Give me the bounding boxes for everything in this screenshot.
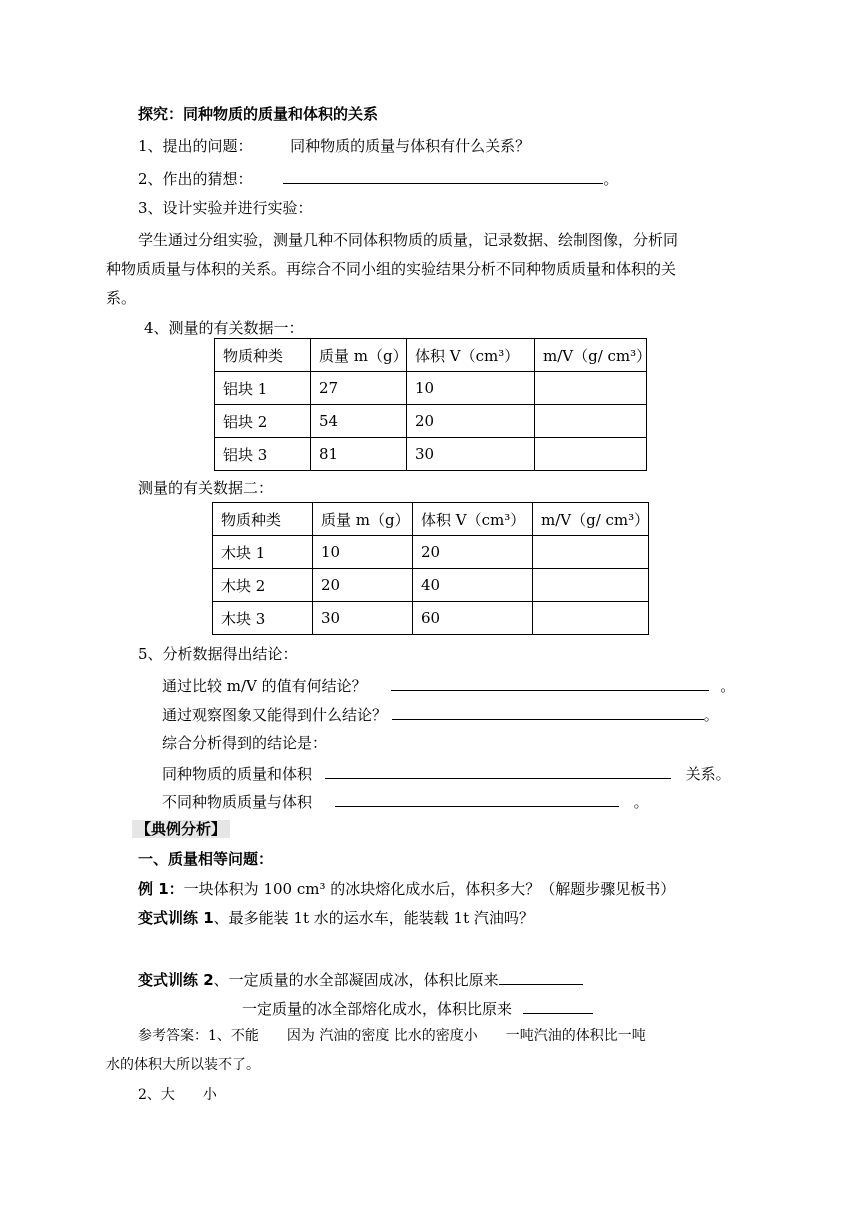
- table-data-2: [212, 502, 649, 635]
- table-header: 体积 V（cm³）: [413, 503, 533, 536]
- step2-label: 2、作出的猜想：: [138, 170, 253, 188]
- variant2-line1: [138, 968, 583, 990]
- para-line3: 系。: [106, 289, 137, 307]
- q2-text: 通过观察图象又能得到什么结论？: [162, 706, 388, 724]
- table-cell: 木块 2: [213, 569, 313, 602]
- table-cell-blank[interactable]: [535, 405, 647, 438]
- variant2-blank1[interactable]: [499, 968, 583, 985]
- answer-line2: 水的体积大所以装不了。: [106, 1057, 260, 1073]
- variant1: [138, 908, 534, 928]
- variant2-text1: 、一定质量的水全部凝固成冰，体积比原来: [213, 971, 499, 989]
- part1-title: 一、质量相等问题：: [138, 850, 274, 868]
- table-row: [215, 438, 647, 471]
- guess-blank[interactable]: [283, 167, 603, 184]
- variant1-text: 、最多能装 1t 水的运水车，能装载 1t 汽油吗？: [213, 909, 534, 927]
- table-cell: 铝块 2: [215, 405, 311, 438]
- table-cell-blank[interactable]: [533, 536, 649, 569]
- q5-text: 不同种物质质量与体积: [162, 793, 313, 811]
- table-row: [215, 372, 647, 405]
- table-header: m/V（g/ cm³）: [533, 503, 649, 536]
- table-header: 质量 m（g）: [311, 339, 407, 372]
- data2-label: 测量的有关数据二：: [138, 479, 274, 497]
- table-cell: 木块 3: [213, 602, 313, 635]
- table-cell: 20: [407, 405, 535, 438]
- answer-line1: 参考答案：1、不能 因为 汽油的密度 比水的密度小 一吨汽油的体积比一吨: [138, 1028, 646, 1044]
- table-cell: 木块 1: [213, 536, 313, 569]
- conclusion-q3: 综合分析得到的结论是：: [162, 734, 328, 752]
- table-cell: 铝块 1: [215, 372, 311, 405]
- conclusion-q1: [162, 674, 735, 696]
- step5-label: 5、分析数据得出结论：: [138, 645, 298, 663]
- table-header-row: [215, 339, 647, 372]
- variant2-label: 变式训练 2: [138, 971, 214, 989]
- table-cell: 81: [311, 438, 407, 471]
- q2-blank[interactable]: [392, 703, 704, 720]
- table-header: 体积 V（cm³）: [407, 339, 535, 372]
- example-header: [132, 819, 230, 839]
- table-cell-blank[interactable]: [533, 602, 649, 635]
- step1-text: 同种物质的质量与体积有什么关系？: [290, 137, 531, 155]
- step1-label: 1、提出的问题：: [138, 137, 253, 155]
- q4-blank[interactable]: [325, 762, 671, 779]
- q2-period: 。: [703, 706, 719, 724]
- table-cell: 40: [413, 569, 533, 602]
- table-cell: 30: [313, 602, 413, 635]
- example1-label: 例 1：: [138, 880, 184, 898]
- table-header-row: [213, 503, 649, 536]
- step4-label: 4、测量的有关数据一：: [144, 319, 304, 337]
- step3-label: 3、设计实验并进行实验：: [138, 199, 313, 217]
- example1-text: 一块体积为 100 cm³ 的冰块熔化成水后，体积多大？（解题步骤见板书）: [183, 880, 676, 898]
- conclusion-q2: [162, 703, 719, 725]
- table-cell: 20: [313, 569, 413, 602]
- q4-text: 同种物质的质量和体积: [162, 765, 313, 783]
- table-header: 物质种类: [213, 503, 313, 536]
- table-cell-blank[interactable]: [535, 372, 647, 405]
- conclusion-q4: [162, 762, 731, 784]
- section-title: 探究：同种物质的质量和体积的关系: [138, 105, 379, 123]
- q1-blank[interactable]: [391, 674, 709, 691]
- q1-period: 。: [720, 677, 736, 695]
- table-cell: 20: [413, 536, 533, 569]
- example-header-text: 【典例分析】: [132, 820, 230, 838]
- example1: [138, 879, 675, 899]
- para-line2: 种物质质量与体积的关系。再综合不同小组的实验结果分析不同种物质质量和体积的关: [106, 260, 677, 278]
- table-data-1: [214, 338, 652, 471]
- variant2-blank2[interactable]: [523, 997, 593, 1014]
- table-row: [213, 602, 649, 635]
- step1: [138, 136, 530, 156]
- answer-line3: 2、大 小: [138, 1087, 217, 1103]
- table-row: [215, 405, 647, 438]
- table-cell: 54: [311, 405, 407, 438]
- table-cell: 27: [311, 372, 407, 405]
- para-line1: 学生通过分组实验，测量几种不同体积物质的质量，记录数据、绘制图像，分析同: [138, 231, 679, 249]
- table-row: [213, 536, 649, 569]
- q4-end: 关系。: [685, 765, 731, 783]
- table-cell: 铝块 3: [215, 438, 311, 471]
- step2: [138, 167, 618, 189]
- table-header: 质量 m（g）: [313, 503, 413, 536]
- table-cell-blank[interactable]: [533, 569, 649, 602]
- table-cell: 60: [413, 602, 533, 635]
- table-cell: 10: [407, 372, 535, 405]
- table-header: 物质种类: [215, 339, 311, 372]
- table-cell: 30: [407, 438, 535, 471]
- conclusion-q5: [162, 790, 649, 812]
- q5-period: 。: [633, 793, 649, 811]
- q5-blank[interactable]: [335, 790, 619, 807]
- q1-text: 通过比较 m/V 的值有何结论？: [162, 677, 367, 695]
- table-cell: 10: [313, 536, 413, 569]
- table-header: m/V（g/ cm³）: [535, 339, 647, 372]
- step2-end: 。: [603, 170, 619, 188]
- variant1-label: 变式训练 1: [138, 909, 214, 927]
- table-row: [213, 569, 649, 602]
- table-cell-blank[interactable]: [535, 438, 647, 471]
- variant2-text2: 一定质量的冰全部熔化成水，体积比原来: [242, 1000, 513, 1018]
- variant2-line2: [242, 997, 593, 1019]
